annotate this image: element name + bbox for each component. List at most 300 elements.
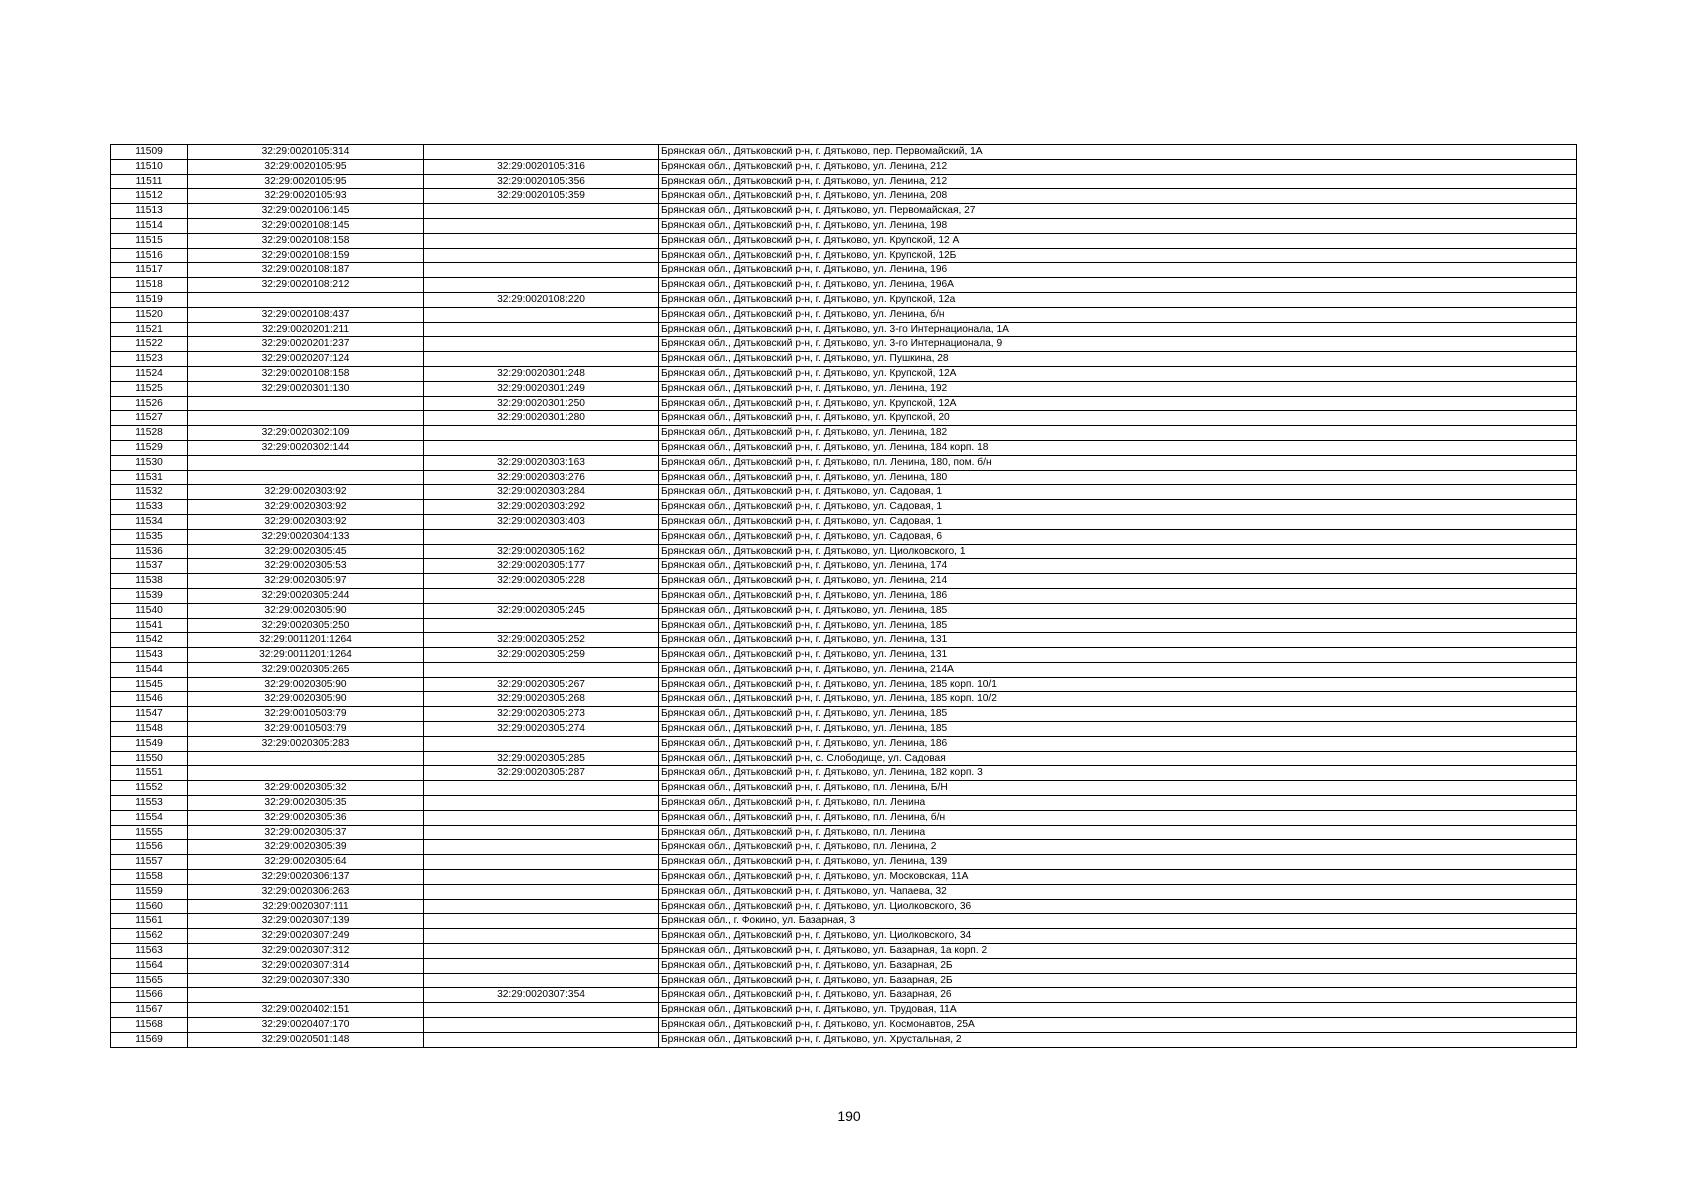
cadastral-number-cell: 32:29:0010503:79	[188, 707, 424, 722]
address-cell: Брянская обл., Дятьковский р-н, г. Дятьково, ул. Ленина, 185	[659, 603, 1577, 618]
table-row	[111, 574, 1577, 589]
cadastral-number-cell: 32:29:0020306:263	[188, 884, 424, 899]
row-number-cell: 11543	[111, 648, 188, 663]
table-row	[111, 381, 1577, 396]
row-number-cell: 11565	[111, 973, 188, 988]
object-cadastral-number-cell: 32:29:0020105:356	[424, 174, 659, 189]
table-row	[111, 559, 1577, 574]
address-cell: Брянская обл., Дятьковский р-н, г. Дятьково, ул. Ленина, 214А	[659, 662, 1577, 677]
object-cadastral-number-cell: 32:29:0020307:354	[424, 988, 659, 1003]
object-cadastral-number-cell: 32:29:0020305:268	[424, 692, 659, 707]
address-cell: Брянская обл., Дятьковский р-н, г. Дятьково, ул. Крупской, 12а	[659, 292, 1577, 307]
table-row	[111, 1032, 1577, 1047]
row-number-cell: 11568	[111, 1018, 188, 1033]
object-cadastral-number-cell: 32:29:0020301:250	[424, 396, 659, 411]
table-row	[111, 677, 1577, 692]
table-row	[111, 485, 1577, 500]
cadastral-number-cell: 32:29:0020108:437	[188, 307, 424, 322]
object-cadastral-number-cell: 32:29:0020305:177	[424, 559, 659, 574]
row-number-cell: 11552	[111, 781, 188, 796]
row-number-cell: 11544	[111, 662, 188, 677]
table-row	[111, 840, 1577, 855]
row-number-cell: 11559	[111, 884, 188, 899]
object-cadastral-number-cell: 32:29:0020303:276	[424, 470, 659, 485]
table-row	[111, 707, 1577, 722]
object-cadastral-number-cell: 32:29:0020305:162	[424, 544, 659, 559]
address-cell: Брянская обл., Дятьковский р-н, г. Дятьково, ул. Циолковского, 36	[659, 899, 1577, 914]
cadastral-number-cell: 32:29:0020201:211	[188, 322, 424, 337]
cadastral-number-cell: 32:29:0020108:145	[188, 218, 424, 233]
row-number-cell: 11522	[111, 337, 188, 352]
object-cadastral-number-cell	[424, 337, 659, 352]
table-row	[111, 736, 1577, 751]
address-cell: Брянская обл., Дятьковский р-н, г. Дятьково, ул. Космонавтов, 25А	[659, 1018, 1577, 1033]
registry-table-body	[111, 145, 1577, 1048]
cadastral-number-cell	[188, 292, 424, 307]
table-row	[111, 973, 1577, 988]
object-cadastral-number-cell	[424, 973, 659, 988]
cadastral-number-cell: 32:29:0020307:330	[188, 973, 424, 988]
registry-table	[110, 144, 1577, 1048]
address-cell: Брянская обл., Дятьковский р-н, с. Слободище, ул. Садовая	[659, 751, 1577, 766]
address-cell: Брянская обл., Дятьковский р-н, г. Дятьково, ул. Ленина, 198	[659, 218, 1577, 233]
table-row	[111, 544, 1577, 559]
address-cell: Брянская обл., Дятьковский р-н, г. Дятьково, ул. Ленина, 131	[659, 633, 1577, 648]
table-row	[111, 944, 1577, 959]
address-cell: Брянская обл., Дятьковский р-н, г. Дятьково, ул. Пушкина, 28	[659, 352, 1577, 367]
address-cell: Брянская обл., Дятьковский р-н, г. Дятьково, пл. Ленина, Б/Н	[659, 781, 1577, 796]
cadastral-number-cell: 32:29:0020105:95	[188, 174, 424, 189]
address-cell: Брянская обл., Дятьковский р-н, г. Дятьково, ул. Ленина, 185	[659, 618, 1577, 633]
cadastral-number-cell: 32:29:0020305:97	[188, 574, 424, 589]
object-cadastral-number-cell: 32:29:0020105:316	[424, 159, 659, 174]
object-cadastral-number-cell	[424, 588, 659, 603]
address-cell: Брянская обл., Дятьковский р-н, г. Дятьково, ул. Ленина, 184 корп. 18	[659, 440, 1577, 455]
cadastral-number-cell: 32:29:0020402:151	[188, 1003, 424, 1018]
cadastral-number-cell: 32:29:0020305:39	[188, 840, 424, 855]
table-row	[111, 500, 1577, 515]
row-number-cell: 11529	[111, 440, 188, 455]
table-row	[111, 440, 1577, 455]
row-number-cell: 11540	[111, 603, 188, 618]
address-cell: Брянская обл., Дятьковский р-н, г. Дятьково, ул. Ленина, 182	[659, 426, 1577, 441]
address-cell: Брянская обл., Дятьковский р-н, г. Дятьково, ул. Крупской, 12Б	[659, 248, 1577, 263]
address-cell: Брянская обл., Дятьковский р-н, г. Дятьково, ул. Московская, 11А	[659, 870, 1577, 885]
object-cadastral-number-cell: 32:29:0020305:259	[424, 648, 659, 663]
cadastral-number-cell: 32:29:0020105:314	[188, 145, 424, 160]
address-cell: Брянская обл., Дятьковский р-н, г. Дятьково, ул. Ленина, 185	[659, 722, 1577, 737]
table-row	[111, 692, 1577, 707]
row-number-cell: 11535	[111, 529, 188, 544]
address-cell: Брянская обл., Дятьковский р-н, г. Дятьково, ул. Садовая, 6	[659, 529, 1577, 544]
cadastral-number-cell: 32:29:0020305:90	[188, 677, 424, 692]
address-cell: Брянская обл., Дятьковский р-н, г. Дятьково, пл. Ленина	[659, 796, 1577, 811]
row-number-cell: 11561	[111, 914, 188, 929]
address-cell: Брянская обл., Дятьковский р-н, г. Дятьково, ул. Ленина, 196А	[659, 278, 1577, 293]
object-cadastral-number-cell	[424, 322, 659, 337]
table-row	[111, 899, 1577, 914]
cadastral-number-cell: 32:29:0020305:90	[188, 692, 424, 707]
address-cell: Брянская обл., Дятьковский р-н, г. Дятьково, ул. Крупской, 12А	[659, 396, 1577, 411]
table-row	[111, 455, 1577, 470]
object-cadastral-number-cell	[424, 781, 659, 796]
table-row	[111, 159, 1577, 174]
row-number-cell: 11541	[111, 618, 188, 633]
cadastral-number-cell: 32:29:0011201:1264	[188, 648, 424, 663]
cadastral-number-cell: 32:29:0020301:130	[188, 381, 424, 396]
table-row	[111, 781, 1577, 796]
cadastral-number-cell: 32:29:0020303:92	[188, 500, 424, 515]
address-cell: Брянская обл., Дятьковский р-н, г. Дятьково, ул. Ленина, 186	[659, 736, 1577, 751]
row-number-cell: 11510	[111, 159, 188, 174]
address-cell: Брянская обл., Дятьковский р-н, г. Дятьково, ул. Ленина, 131	[659, 648, 1577, 663]
object-cadastral-number-cell: 32:29:0020305:287	[424, 766, 659, 781]
table-row	[111, 796, 1577, 811]
cadastral-number-cell: 32:29:0020105:93	[188, 189, 424, 204]
address-cell: Брянская обл., Дятьковский р-н, г. Дятьково, ул. Крупской, 12 А	[659, 233, 1577, 248]
address-cell: Брянская обл., Дятьковский р-н, г. Дятьково, ул. Ленина, 212	[659, 174, 1577, 189]
address-cell: Брянская обл., Дятьковский р-н, г. Дятьково, ул. Ленина, 185 корп. 10/1	[659, 677, 1577, 692]
address-cell: Брянская обл., Дятьковский р-н, г. Дятьково, ул. Ленина, 139	[659, 855, 1577, 870]
row-number-cell: 11518	[111, 278, 188, 293]
object-cadastral-number-cell: 32:29:0020303:292	[424, 500, 659, 515]
cadastral-number-cell	[188, 751, 424, 766]
object-cadastral-number-cell	[424, 1018, 659, 1033]
object-cadastral-number-cell	[424, 899, 659, 914]
row-number-cell: 11549	[111, 736, 188, 751]
object-cadastral-number-cell	[424, 145, 659, 160]
row-number-cell: 11533	[111, 500, 188, 515]
cadastral-number-cell: 32:29:0020106:145	[188, 204, 424, 219]
address-cell: Брянская обл., Дятьковский р-н, г. Дятьково, ул. Базарная, 2Б	[659, 958, 1577, 973]
address-cell: Брянская обл., Дятьковский р-н, г. Дятьково, ул. Садовая, 1	[659, 514, 1577, 529]
cadastral-number-cell	[188, 411, 424, 426]
row-number-cell: 11551	[111, 766, 188, 781]
address-cell: Брянская обл., г. Фокино, ул. Базарная, 3	[659, 914, 1577, 929]
table-row	[111, 292, 1577, 307]
registry-sheet	[110, 144, 1577, 1048]
table-row	[111, 766, 1577, 781]
table-row	[111, 322, 1577, 337]
object-cadastral-number-cell: 32:29:0020301:248	[424, 366, 659, 381]
row-number-cell: 11512	[111, 189, 188, 204]
object-cadastral-number-cell	[424, 929, 659, 944]
cadastral-number-cell	[188, 396, 424, 411]
row-number-cell: 11542	[111, 633, 188, 648]
address-cell: Брянская обл., Дятьковский р-н, г. Дятьково, ул. Ленина, 174	[659, 559, 1577, 574]
address-cell: Брянская обл., Дятьковский р-н, г. Дятьково, ул. Ленина, 185 корп. 10/2	[659, 692, 1577, 707]
table-row	[111, 1003, 1577, 1018]
row-number-cell: 11524	[111, 366, 188, 381]
table-row	[111, 529, 1577, 544]
table-row	[111, 470, 1577, 485]
table-row	[111, 633, 1577, 648]
cadastral-number-cell: 32:29:0020305:90	[188, 603, 424, 618]
address-cell: Брянская обл., Дятьковский р-н, г. Дятьково, ул. Базарная, 26	[659, 988, 1577, 1003]
object-cadastral-number-cell: 32:29:0020305:274	[424, 722, 659, 737]
table-row	[111, 337, 1577, 352]
row-number-cell: 11560	[111, 899, 188, 914]
object-cadastral-number-cell	[424, 884, 659, 899]
row-number-cell: 11545	[111, 677, 188, 692]
address-cell: Брянская обл., Дятьковский р-н, г. Дятьково, ул. Чапаева, 32	[659, 884, 1577, 899]
cadastral-number-cell: 32:29:0020302:144	[188, 440, 424, 455]
address-cell: Брянская обл., Дятьковский р-н, г. Дятьково, ул. Ленина, 180	[659, 470, 1577, 485]
address-cell: Брянская обл., Дятьковский р-н, г. Дятьково, ул. Ленина, 196	[659, 263, 1577, 278]
row-number-cell: 11530	[111, 455, 188, 470]
object-cadastral-number-cell	[424, 204, 659, 219]
address-cell: Брянская обл., Дятьковский р-н, г. Дятьково, ул. Садовая, 1	[659, 485, 1577, 500]
table-row	[111, 618, 1577, 633]
cadastral-number-cell: 32:29:0020307:312	[188, 944, 424, 959]
cadastral-number-cell	[188, 470, 424, 485]
cadastral-number-cell: 32:29:0020303:92	[188, 514, 424, 529]
table-row	[111, 1018, 1577, 1033]
cadastral-number-cell: 32:29:0020305:283	[188, 736, 424, 751]
table-row	[111, 307, 1577, 322]
cadastral-number-cell: 32:29:0020407:170	[188, 1018, 424, 1033]
table-row	[111, 662, 1577, 677]
address-cell: Брянская обл., Дятьковский р-н, г. Дятьково, ул. Ленина, 182 корп. 3	[659, 766, 1577, 781]
table-row	[111, 174, 1577, 189]
address-cell: Брянская обл., Дятьковский р-н, г. Дятьково, ул. Садовая, 1	[659, 500, 1577, 515]
row-number-cell: 11556	[111, 840, 188, 855]
object-cadastral-number-cell: 32:29:0020303:163	[424, 455, 659, 470]
table-row	[111, 263, 1577, 278]
object-cadastral-number-cell	[424, 944, 659, 959]
row-number-cell: 11525	[111, 381, 188, 396]
table-row	[111, 855, 1577, 870]
cadastral-number-cell: 32:29:0020305:53	[188, 559, 424, 574]
row-number-cell: 11557	[111, 855, 188, 870]
row-number-cell: 11546	[111, 692, 188, 707]
cadastral-number-cell: 32:29:0020108:158	[188, 233, 424, 248]
row-number-cell: 11517	[111, 263, 188, 278]
object-cadastral-number-cell	[424, 618, 659, 633]
object-cadastral-number-cell: 32:29:0020303:403	[424, 514, 659, 529]
object-cadastral-number-cell	[424, 810, 659, 825]
row-number-cell: 11539	[111, 588, 188, 603]
row-number-cell: 11521	[111, 322, 188, 337]
row-number-cell: 11569	[111, 1032, 188, 1047]
row-number-cell: 11548	[111, 722, 188, 737]
row-number-cell: 11526	[111, 396, 188, 411]
cadastral-number-cell: 32:29:0020305:37	[188, 825, 424, 840]
cadastral-number-cell: 32:29:0020201:237	[188, 337, 424, 352]
object-cadastral-number-cell	[424, 914, 659, 929]
object-cadastral-number-cell: 32:29:0020301:249	[424, 381, 659, 396]
table-row	[111, 958, 1577, 973]
address-cell: Брянская обл., Дятьковский р-н, г. Дятьково, ул. Ленина, 185	[659, 707, 1577, 722]
row-number-cell: 11534	[111, 514, 188, 529]
cadastral-number-cell: 32:29:0020108:159	[188, 248, 424, 263]
object-cadastral-number-cell: 32:29:0020305:245	[424, 603, 659, 618]
cadastral-number-cell: 32:29:0020305:244	[188, 588, 424, 603]
cadastral-number-cell: 32:29:0020302:109	[188, 426, 424, 441]
object-cadastral-number-cell	[424, 218, 659, 233]
object-cadastral-number-cell	[424, 440, 659, 455]
object-cadastral-number-cell	[424, 662, 659, 677]
object-cadastral-number-cell	[424, 840, 659, 855]
address-cell: Брянская обл., Дятьковский р-н, г. Дятьково, ул. Базарная, 2Б	[659, 973, 1577, 988]
object-cadastral-number-cell	[424, 352, 659, 367]
table-row	[111, 929, 1577, 944]
table-row	[111, 204, 1577, 219]
address-cell: Брянская обл., Дятьковский р-н, г. Дятьково, ул. Ленина, 186	[659, 588, 1577, 603]
address-cell: Брянская обл., Дятьковский р-н, г. Дятьково, ул. Ленина, 212	[659, 159, 1577, 174]
object-cadastral-number-cell	[424, 529, 659, 544]
table-row	[111, 233, 1577, 248]
object-cadastral-number-cell	[424, 307, 659, 322]
cadastral-number-cell	[188, 766, 424, 781]
object-cadastral-number-cell: 32:29:0020108:220	[424, 292, 659, 307]
row-number-cell: 11527	[111, 411, 188, 426]
table-row	[111, 603, 1577, 618]
row-number-cell: 11553	[111, 796, 188, 811]
row-number-cell: 11554	[111, 810, 188, 825]
row-number-cell: 11558	[111, 870, 188, 885]
cadastral-number-cell: 32:29:0020501:148	[188, 1032, 424, 1047]
cadastral-number-cell: 32:29:0020207:124	[188, 352, 424, 367]
cadastral-number-cell: 32:29:0020305:32	[188, 781, 424, 796]
cadastral-number-cell: 32:29:0020305:250	[188, 618, 424, 633]
object-cadastral-number-cell: 32:29:0020305:267	[424, 677, 659, 692]
row-number-cell: 11547	[111, 707, 188, 722]
cadastral-number-cell: 32:29:0020303:92	[188, 485, 424, 500]
row-number-cell: 11515	[111, 233, 188, 248]
table-row	[111, 366, 1577, 381]
address-cell: Брянская обл., Дятьковский р-н, г. Дятьково, ул. Крупской, 20	[659, 411, 1577, 426]
object-cadastral-number-cell: 32:29:0020301:280	[424, 411, 659, 426]
address-cell: Брянская обл., Дятьковский р-н, г. Дятьково, пл. Ленина	[659, 825, 1577, 840]
row-number-cell: 11509	[111, 145, 188, 160]
object-cadastral-number-cell: 32:29:0020305:228	[424, 574, 659, 589]
object-cadastral-number-cell	[424, 263, 659, 278]
object-cadastral-number-cell: 32:29:0020305:273	[424, 707, 659, 722]
object-cadastral-number-cell	[424, 825, 659, 840]
address-cell: Брянская обл., Дятьковский р-н, г. Дятьково, пер. Первомайский, 1А	[659, 145, 1577, 160]
table-row	[111, 189, 1577, 204]
cadastral-number-cell	[188, 988, 424, 1003]
object-cadastral-number-cell	[424, 796, 659, 811]
table-row	[111, 514, 1577, 529]
row-number-cell: 11528	[111, 426, 188, 441]
row-number-cell: 11532	[111, 485, 188, 500]
row-number-cell: 11520	[111, 307, 188, 322]
row-number-cell: 11562	[111, 929, 188, 944]
address-cell: Брянская обл., Дятьковский р-н, г. Дятьково, ул. Ленина, 214	[659, 574, 1577, 589]
address-cell: Брянская обл., Дятьковский р-н, г. Дятьково, ул. Первомайская, 27	[659, 204, 1577, 219]
cadastral-number-cell: 32:29:0020305:36	[188, 810, 424, 825]
object-cadastral-number-cell: 32:29:0020303:284	[424, 485, 659, 500]
table-row	[111, 884, 1577, 899]
cadastral-number-cell: 32:29:0020307:111	[188, 899, 424, 914]
cadastral-number-cell: 32:29:0010503:79	[188, 722, 424, 737]
address-cell: Брянская обл., Дятьковский р-н, г. Дятьково, ул. Крупской, 12А	[659, 366, 1577, 381]
cadastral-number-cell: 32:29:0020305:265	[188, 662, 424, 677]
cadastral-number-cell: 32:29:0020306:137	[188, 870, 424, 885]
address-cell: Брянская обл., Дятьковский р-н, г. Дятьково, пл. Ленина, 2	[659, 840, 1577, 855]
table-row	[111, 751, 1577, 766]
row-number-cell: 11550	[111, 751, 188, 766]
row-number-cell: 11563	[111, 944, 188, 959]
row-number-cell: 11537	[111, 559, 188, 574]
row-number-cell: 11523	[111, 352, 188, 367]
cadastral-number-cell	[188, 455, 424, 470]
object-cadastral-number-cell	[424, 1032, 659, 1047]
object-cadastral-number-cell	[424, 233, 659, 248]
row-number-cell: 11513	[111, 204, 188, 219]
address-cell: Брянская обл., Дятьковский р-н, г. Дятьково, ул. Циолковского, 34	[659, 929, 1577, 944]
object-cadastral-number-cell: 32:29:0020305:285	[424, 751, 659, 766]
page-number: 190	[837, 1108, 861, 1124]
row-number-cell: 11531	[111, 470, 188, 485]
address-cell: Брянская обл., Дятьковский р-н, г. Дятьково, ул. Трудовая, 11А	[659, 1003, 1577, 1018]
object-cadastral-number-cell	[424, 278, 659, 293]
cadastral-number-cell: 32:29:0020305:64	[188, 855, 424, 870]
row-number-cell: 11555	[111, 825, 188, 840]
table-row	[111, 411, 1577, 426]
table-row	[111, 145, 1577, 160]
object-cadastral-number-cell	[424, 736, 659, 751]
cadastral-number-cell: 32:29:0020305:35	[188, 796, 424, 811]
cadastral-number-cell: 32:29:0020307:314	[188, 958, 424, 973]
table-row	[111, 426, 1577, 441]
address-cell: Брянская обл., Дятьковский р-н, г. Дятьково, пл. Ленина, б/н	[659, 810, 1577, 825]
table-row	[111, 825, 1577, 840]
address-cell: Брянская обл., Дятьковский р-н, г. Дятьково, пл. Ленина, 180, пом. б/н	[659, 455, 1577, 470]
cadastral-number-cell: 32:29:0020108:158	[188, 366, 424, 381]
address-cell: Брянская обл., Дятьковский р-н, г. Дятьково, ул. Ленина, б/н	[659, 307, 1577, 322]
table-row	[111, 988, 1577, 1003]
object-cadastral-number-cell	[424, 1003, 659, 1018]
cadastral-number-cell: 32:29:0020304:133	[188, 529, 424, 544]
cadastral-number-cell: 32:29:0020307:249	[188, 929, 424, 944]
table-row	[111, 218, 1577, 233]
table-row	[111, 248, 1577, 263]
table-row	[111, 352, 1577, 367]
row-number-cell: 11514	[111, 218, 188, 233]
address-cell: Брянская обл., Дятьковский р-н, г. Дятьково, ул. Базарная, 1а корп. 2	[659, 944, 1577, 959]
cadastral-number-cell: 32:29:0020108:212	[188, 278, 424, 293]
table-row	[111, 722, 1577, 737]
table-row	[111, 914, 1577, 929]
row-number-cell: 11564	[111, 958, 188, 973]
cadastral-number-cell: 32:29:0020108:187	[188, 263, 424, 278]
object-cadastral-number-cell	[424, 855, 659, 870]
address-cell: Брянская обл., Дятьковский р-н, г. Дятьково, ул. Ленина, 208	[659, 189, 1577, 204]
table-row	[111, 648, 1577, 663]
row-number-cell: 11511	[111, 174, 188, 189]
address-cell: Брянская обл., Дятьковский р-н, г. Дятьково, ул. 3-го Интернационала, 9	[659, 337, 1577, 352]
address-cell: Брянская обл., Дятьковский р-н, г. Дятьково, ул. Ленина, 192	[659, 381, 1577, 396]
row-number-cell: 11516	[111, 248, 188, 263]
address-cell: Брянская обл., Дятьковский р-н, г. Дятьково, ул. Хрустальная, 2	[659, 1032, 1577, 1047]
table-row	[111, 278, 1577, 293]
table-row	[111, 810, 1577, 825]
row-number-cell: 11538	[111, 574, 188, 589]
row-number-cell: 11519	[111, 292, 188, 307]
object-cadastral-number-cell	[424, 248, 659, 263]
row-number-cell: 11536	[111, 544, 188, 559]
object-cadastral-number-cell	[424, 870, 659, 885]
object-cadastral-number-cell	[424, 426, 659, 441]
cadastral-number-cell: 32:29:0020105:95	[188, 159, 424, 174]
object-cadastral-number-cell: 32:29:0020305:252	[424, 633, 659, 648]
cadastral-number-cell: 32:29:0020307:139	[188, 914, 424, 929]
address-cell: Брянская обл., Дятьковский р-н, г. Дятьково, ул. Циолковского, 1	[659, 544, 1577, 559]
object-cadastral-number-cell	[424, 958, 659, 973]
